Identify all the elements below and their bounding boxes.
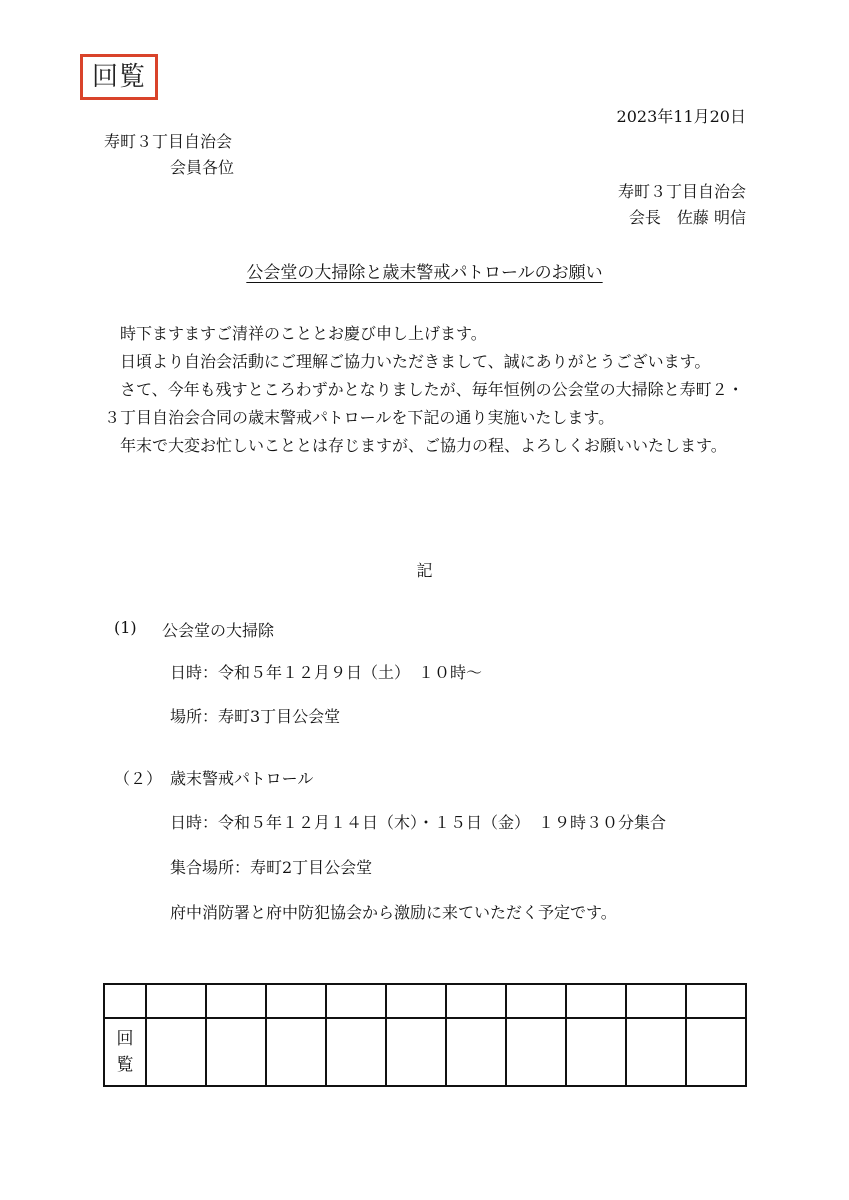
circulation-table-top-row [104,984,746,1018]
seal-cell[interactable] [626,1018,686,1086]
item-1-datetime: 日時：令和５年１２月９日（土） １０時～ [170,663,483,682]
name-cell[interactable] [206,984,266,1018]
seal-cell[interactable] [146,1018,206,1086]
seal-cell[interactable] [386,1018,446,1086]
seal-cell[interactable] [266,1018,326,1086]
recipient-organization: 寿町３丁目自治会 [104,132,233,151]
body-paragraph: 日頃より自治会活動にご理解ご協力いただきまして、誠にありがとうございます。 [120,352,711,371]
name-cell[interactable] [326,984,386,1018]
item-2-datetime: 日時：令和５年１２月１４日（木）・１５日（金） １９時３０分集合 [170,813,667,832]
ki-heading: 記 [416,561,433,580]
name-cell[interactable] [266,984,326,1018]
circulation-table [103,983,747,1087]
seal-cell[interactable] [686,1018,746,1086]
seal-cell[interactable] [566,1018,626,1086]
name-cell[interactable] [386,984,446,1018]
sender-name: 会長 佐藤 明信 [628,208,746,227]
body-paragraph: 時下ますますご清祥のこととお慶び申し上げます。 [120,324,487,343]
name-cell[interactable] [146,984,206,1018]
name-cell[interactable] [686,984,746,1018]
circulation-table-corner-cell [104,984,146,1018]
circulation-label-cell [104,1018,146,1086]
document-date: 2023年11月20日 [616,107,746,126]
document-title-text: 公会堂の大掃除と歳末警戒パトロールのお願い [246,263,603,283]
body-paragraph: さて、今年も残すところわずかとなりましたが、毎年恒例の公会堂の大掃除と寿町２・３丁目自治会合同の歳末警戒パトロールを下記の通り実施いたします。 [104,380,744,427]
seal-cell[interactable] [446,1018,506,1086]
body-text [104,320,744,460]
circulation-label-line-1: 回 [116,1029,134,1049]
name-cell[interactable] [626,984,686,1018]
document-title [0,258,849,283]
body-paragraph: 年末で大変お忙しいこととは存じますが、ご協力の程、よろしくお願いいたします。 [120,436,727,455]
name-cell[interactable] [446,984,506,1018]
circulation-label-line-2: 覧 [116,1055,134,1075]
name-cell[interactable] [506,984,566,1018]
item-2-note: 府中消防署と府中防犯協会から激励に来ていただく予定です。 [170,903,617,922]
item-1-title: 公会堂の大掃除 [162,621,275,640]
seal-cell[interactable] [506,1018,566,1086]
item-1-label: (1) [114,618,137,637]
circulation-stamp: 回覧 [80,54,158,100]
item-2-label: （２） [114,769,163,788]
item-1-place: 場所：寿町3丁目公会堂 [170,707,341,726]
item-2-title: 歳末警戒パトロール [170,769,314,788]
recipient-members: 会員各位 [170,158,235,177]
item-2-place: 集合場所：寿町2丁目公会堂 [170,858,373,877]
seal-cell[interactable] [206,1018,266,1086]
circulation-table-bottom-row [104,1018,746,1086]
seal-cell[interactable] [326,1018,386,1086]
sender-organization: 寿町３丁目自治会 [617,182,746,201]
name-cell[interactable] [566,984,626,1018]
